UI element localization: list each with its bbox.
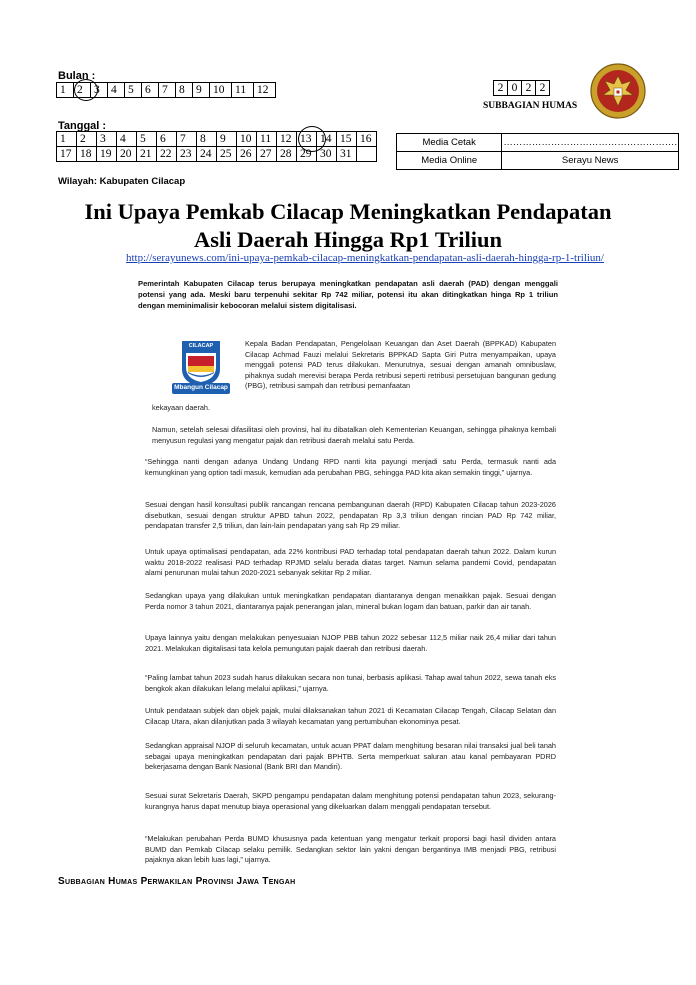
month-cell: 5 (125, 83, 142, 98)
day-cell: 21 (137, 147, 157, 162)
footer-text: Subbagian Humas Perwakilan Provinsi Jawa Tengah (58, 876, 296, 887)
day-cell: 13 (297, 132, 317, 147)
paragraph-6: Sedangkan upaya yang dilakukan untuk meningkatkan pendapatan diantaranya dengan menaikkan pajak. Sesuai dengan Perda nomor 3 tahun 2021, diantaranya pajak penerangan jalan, mineral bukan logam dan batuan, parkir dan air tanah. (145, 591, 556, 611)
year-box (493, 80, 550, 96)
paragraph-2: Namun, setelah selesai difasilitasi oleh provinsi, hal itu dibatalkan oleh Kementerian Keuangan, sehingga pihaknya kembali menyusun regulasi yang mengatur pajak dan retribusi daerah melalui satu Perda. (152, 425, 556, 445)
day-cell: 20 (117, 147, 137, 162)
year-digit-cell: 2 (522, 81, 536, 96)
day-cell: 10 (237, 132, 257, 147)
paragraph-10: Sedangkan appraisal NJOP di seluruh kecamatan, untuk acuan PPAT dalam menghitung besaran nilai transaksi jual beli tanah sebagai upaya meningkatkan pendapatan dari pajak BPHTB. Serta memperkuat saluran atau kanal pembayaran PDRD bekerjasama dengan Bank Nasional (Bank BRI dan Mandiri). (145, 741, 556, 771)
day-cell: 6 (157, 132, 177, 147)
day-cell: 3 (97, 132, 117, 147)
day-cell: 25 (217, 147, 237, 162)
day-cell: 19 (97, 147, 117, 162)
subbagian-humas-label: SUBBAGIAN HUMAS (483, 101, 578, 111)
cilacap-logo-caption: Mbangun Cilacap (174, 384, 228, 391)
paragraph-8: “Paling lambat tahun 2023 sudah harus dilakukan secara non tunai, berbasis aplikasi. Tahap awal tahun 2022, sewa tanah eks bengkok akan dilakukan lelang melalui aplikasi,” ujarnya. (145, 673, 556, 693)
month-cell: 1 (57, 83, 74, 98)
tanggal-label: Tanggal : (58, 120, 107, 132)
day-cell: 9 (217, 132, 237, 147)
day-cell: 14 (317, 132, 337, 147)
month-cell: 8 (176, 83, 193, 98)
day-cell: 8 (197, 132, 217, 147)
day-cell: 2 (77, 132, 97, 147)
garuda-emblem-icon (589, 62, 647, 120)
month-cell: 12 (254, 83, 276, 98)
day-cell: 11 (257, 132, 277, 147)
garuda-emblem (589, 62, 647, 120)
day-cell: 4 (117, 132, 137, 147)
day-cell: 1 (57, 132, 77, 147)
day-cell: 31 (337, 147, 357, 162)
year-digit-cell: 2 (536, 81, 550, 96)
media-online-label: Media Online (397, 152, 502, 170)
day-cell: 5 (137, 132, 157, 147)
day-cell: 28 (277, 147, 297, 162)
day-cell: 15 (337, 132, 357, 147)
cilacap-logo (170, 339, 232, 395)
day-cell: 17 (57, 147, 77, 162)
year-digit-cell: 0 (508, 81, 522, 96)
selected-month-circle (74, 79, 98, 101)
day-cell: 12 (277, 132, 297, 147)
month-cell: 3 (91, 83, 108, 98)
month-cell: 7 (159, 83, 176, 98)
day-cell: 29 (297, 147, 317, 162)
media-table (396, 133, 679, 170)
paragraph-9: Untuk pendataan subjek dan objek pajak, mulai dilaksanakan tahun 2021 di Kecamatan Cilacap Tengah, Cilacap Selatan dan Cilacap Utara, akan dilanjutkan pada 3 wilayah kecamatan yang pertumbuhan ekonominya pesat. (145, 706, 556, 726)
cilacap-logo-top-text: CILACAP (188, 343, 214, 349)
day-cell: 22 (157, 147, 177, 162)
day-cell: 27 (257, 147, 277, 162)
month-cell: 9 (193, 83, 210, 98)
paragraph-1: Kepala Badan Pendapatan, Pengelolaan Keuangan dan Aset Daerah (BPPKAD) Kabupaten Cilacap Achmad Fauzi melalui Sekretaris BPPKAD Sapta Giri Putra menyampaikan, upaya menggali potensi PAD terus dilakukan. Menurutnya, sesuai dengan amanah omnibuslaw, pihaknya sudah merevisi berapa Perda retribusi seperti retribusi persetujuan bangunan gedung (PBG), retribusi sampah dan retribusi pemanfaatan (245, 339, 556, 390)
selected-day-circle (298, 126, 326, 152)
media-cetak-value: ………………………………………………. (502, 134, 679, 152)
wilayah-label: Wilayah: Kabupaten Cilacap (58, 176, 186, 187)
day-grid (56, 131, 377, 162)
article-title-line1: Ini Upaya Pemkab Cilacap Meningkatkan Pendapatan (84, 199, 612, 224)
day-cell: 30 (317, 147, 337, 162)
day-cell: 7 (177, 132, 197, 147)
article-url-link[interactable]: http://serayunews.com/ini-upaya-pemkab-cilacap-meningkatkan-pendapatan-asli-daerah-hingga-rp-1-triliun/ (125, 252, 604, 264)
paragraph-4: Sesuai dengan hasil konsultasi publik rancangan rencana pembangunan daerah (RPD) Kabupaten Cilacap tahun 2023-2026 disebutkan, sesuai dengan struktur APBD tahun 2022, pendapatan Rp 3,3 triliun dengan rincian PAD Rp 742 miliar, pendapatan transfer 2,5 triliun, dan lain-lain pendapatan yang sah Rp 29 miliar. (145, 500, 556, 530)
month-cell: 4 (108, 83, 125, 98)
day-cell: 23 (177, 147, 197, 162)
month-cell: 11 (232, 83, 254, 98)
year-digit-cell: 2 (494, 81, 508, 96)
paragraph-1-end: kekayaan daerah. (152, 403, 211, 412)
paragraph-12: “Melakukan perubahan Perda BUMD khususnya pada ketentuan yang mengatur terkait proporsi bagi hasil dividen antara BUMD dan Pemkab Cilacap selaku pemilik. Sedangkan sektor lain yakni dengan bergantinya IMB menjadi PBG, retribusi pajaknya akan lebih luas lagi,” ujarnya. (145, 834, 556, 864)
article-lead: Pemerintah Kabupaten Cilacap terus berupaya meningkatkan pendapatan asli daerah (PAD) dengan menggali potensi yang ada. Meski baru terpenuhi sekitar Rp 742 miliar, potensi itu akan ditingkatkan hinga Rp 1 triliun dengan meminimalisir kebocoran melalui sistem digitalisasi. (138, 279, 558, 310)
media-online-value: Serayu News (502, 152, 679, 170)
day-cell: 26 (237, 147, 257, 162)
day-cell: 16 (357, 132, 377, 147)
day-cell: 24 (197, 147, 217, 162)
month-cell: 10 (210, 83, 232, 98)
bulan-label: Bulan : (58, 70, 96, 82)
article-title-line2: Asli Daerah Hingga Rp1 Triliun (194, 227, 502, 252)
paragraph-3: “Sehingga nanti dengan adanya Undang Undang RPD nanti kita payungi menjadi satu Perda, termasuk nanti ada kemungkinan yang option tadi masuk, kemudian ada perubahan PBG, sehingga PAD kita akan semakin tinggi,” ujarnya. (145, 457, 556, 477)
paragraph-7: Upaya lainnya yaitu dengan melakukan penyesuaian NJOP PBB tahun 2022 sebesar 112,5 miliar naik 26,4 miliar dari tahun 2021. Melakukan digitalisasi tata kelola pemungutan pajak daerah dan retribusi daerah. (145, 633, 556, 653)
paragraph-11: Sesuai surat Sekretaris Daerah, SKPD pengampu pendapatan dalam menghitung potensi pendapatan tahun 2023, sekurang-kurangnya harus dapat menutup biaya operasional yang dikeluarkan dalam menggali pendapatan tersebut. (145, 791, 556, 811)
media-cetak-label: Media Cetak (397, 134, 502, 152)
day-cell: 18 (77, 147, 97, 162)
paragraph-5: Untuk upaya optimalisasi pendapatan, ada 22% kontribusi PAD terhadap total pendapatan daerah tahun 2022. Dalam kurun waktu 2018-2022 realisasi PAD terhadap RPJMD selalu berada diatas target. Namun selama pandemi Covid, pendapatan alami penurunan mulai tahun 2020-2021 sebanyak sekitar Rp 2 miliar. (145, 547, 556, 577)
month-cell: 2 (74, 83, 91, 98)
month-cell: 6 (142, 83, 159, 98)
day-cell-empty (357, 147, 377, 162)
